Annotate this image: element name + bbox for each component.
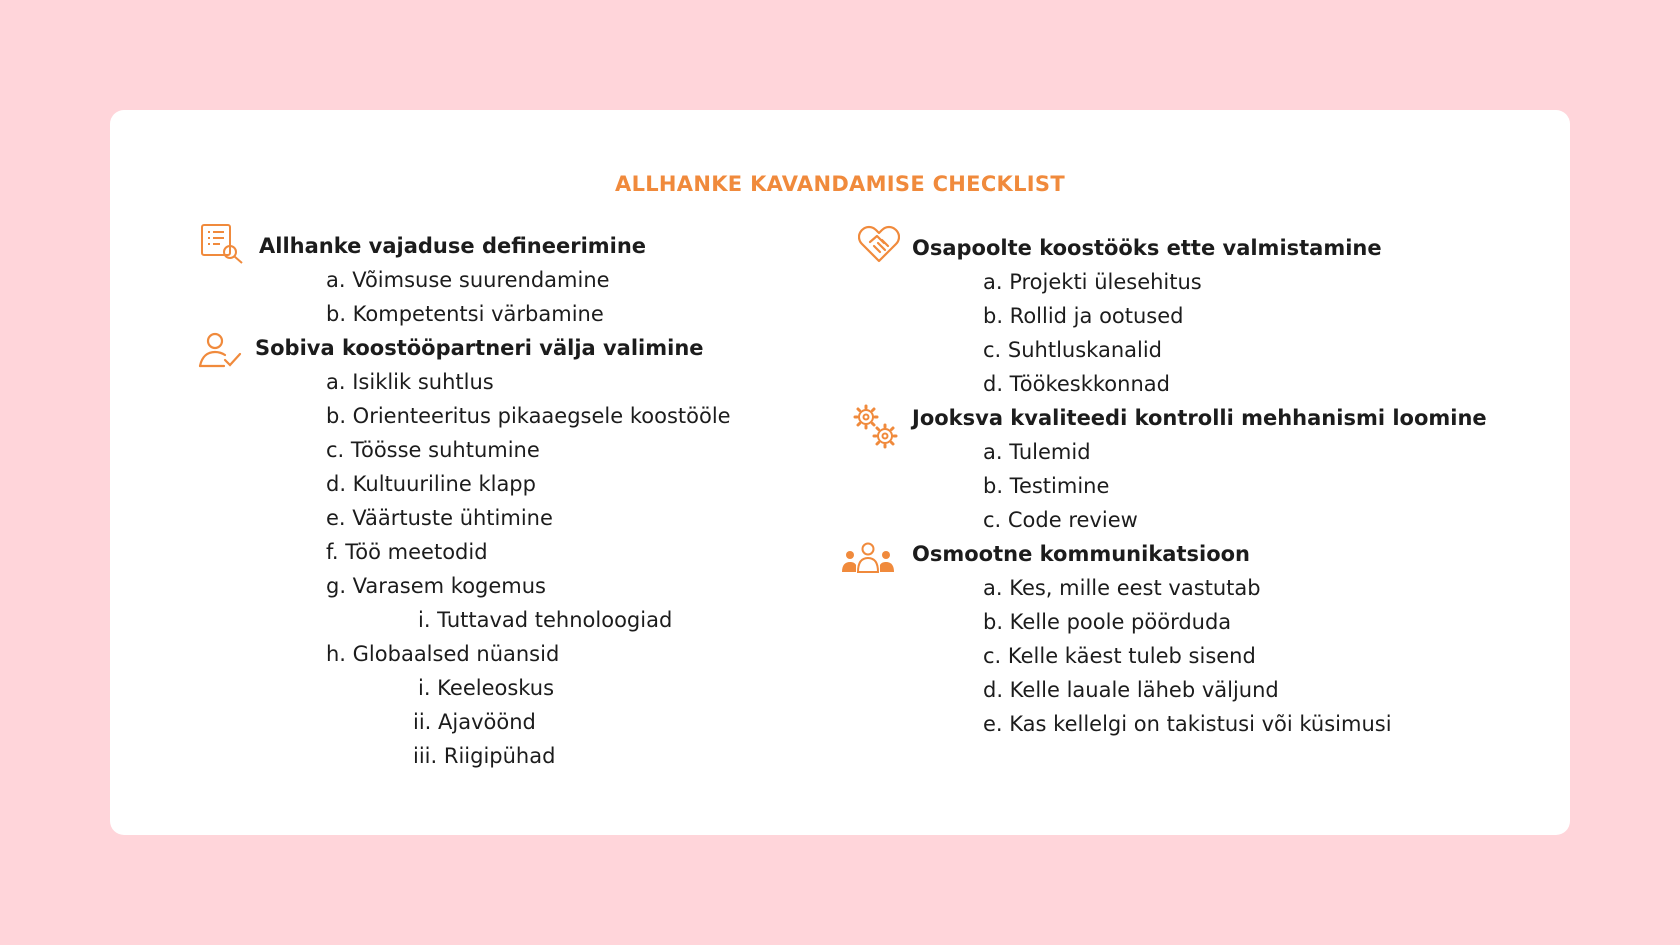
section-heading: Allhanke vajaduse defineerimine xyxy=(259,234,647,258)
document-search-icon xyxy=(200,222,246,264)
section-heading: Sobiva koostööpartneri välja valimine xyxy=(255,336,704,360)
person-check-icon xyxy=(198,332,242,370)
list-item: e. Kas kellelgi on takistusi või küsimusi xyxy=(983,712,1392,736)
list-item: f. Töö meetodid xyxy=(326,540,488,564)
list-item: d. Töökeskkonnad xyxy=(983,372,1170,396)
list-item: d. Kelle lauale läheb väljund xyxy=(983,678,1279,702)
list-item: c. Kelle käest tuleb sisend xyxy=(983,644,1256,668)
list-item: e. Väärtuste ühtimine xyxy=(326,506,553,530)
list-item: c. Töösse suhtumine xyxy=(326,438,540,462)
list-item: h. Globaalsed nüansid xyxy=(326,642,560,666)
list-item: b. Kelle poole pöörduda xyxy=(983,610,1232,634)
list-item: d. Kultuuriline klapp xyxy=(326,472,536,496)
gears-icon xyxy=(852,404,900,450)
list-item: b. Testimine xyxy=(983,474,1110,498)
list-item: c. Suhtluskanalid xyxy=(983,338,1163,362)
team-icon xyxy=(838,542,898,574)
list-item: c. Code review xyxy=(983,508,1138,532)
sub-list-item: i. Keeleoskus xyxy=(418,676,555,700)
list-item: b. Rollid ja ootused xyxy=(983,304,1184,328)
section-heading: Osapoolte koostööks ette valmistamine xyxy=(912,236,1382,260)
section-heading: Osmootne kommunikatsioon xyxy=(912,542,1250,566)
list-item: a. Projekti ülesehitus xyxy=(983,270,1202,294)
sub-list-item: i. Tuttavad tehnoloogiad xyxy=(418,608,673,632)
handshake-icon xyxy=(858,224,900,264)
list-item: a. Kes, mille eest vastutab xyxy=(983,576,1261,600)
list-item: a. Tulemid xyxy=(983,440,1091,464)
list-item: a. Võimsuse suurendamine xyxy=(326,268,610,292)
list-item: b. Kompetentsi värbamine xyxy=(326,302,604,326)
checklist-card xyxy=(110,110,1570,835)
list-item: a. Isiklik suhtlus xyxy=(326,370,494,394)
list-item: b. Orienteeritus pikaaegsele koostööle xyxy=(326,404,731,428)
sub-list-item: iii. Riigipühad xyxy=(413,744,556,768)
list-item: g. Varasem kogemus xyxy=(326,574,546,598)
page-title: ALLHANKE KAVANDAMISE CHECKLIST xyxy=(615,172,1065,196)
sub-list-item: ii. Ajavöönd xyxy=(413,710,536,734)
section-heading: Jooksva kvaliteedi kontrolli mehhanismi loomine xyxy=(912,406,1487,430)
